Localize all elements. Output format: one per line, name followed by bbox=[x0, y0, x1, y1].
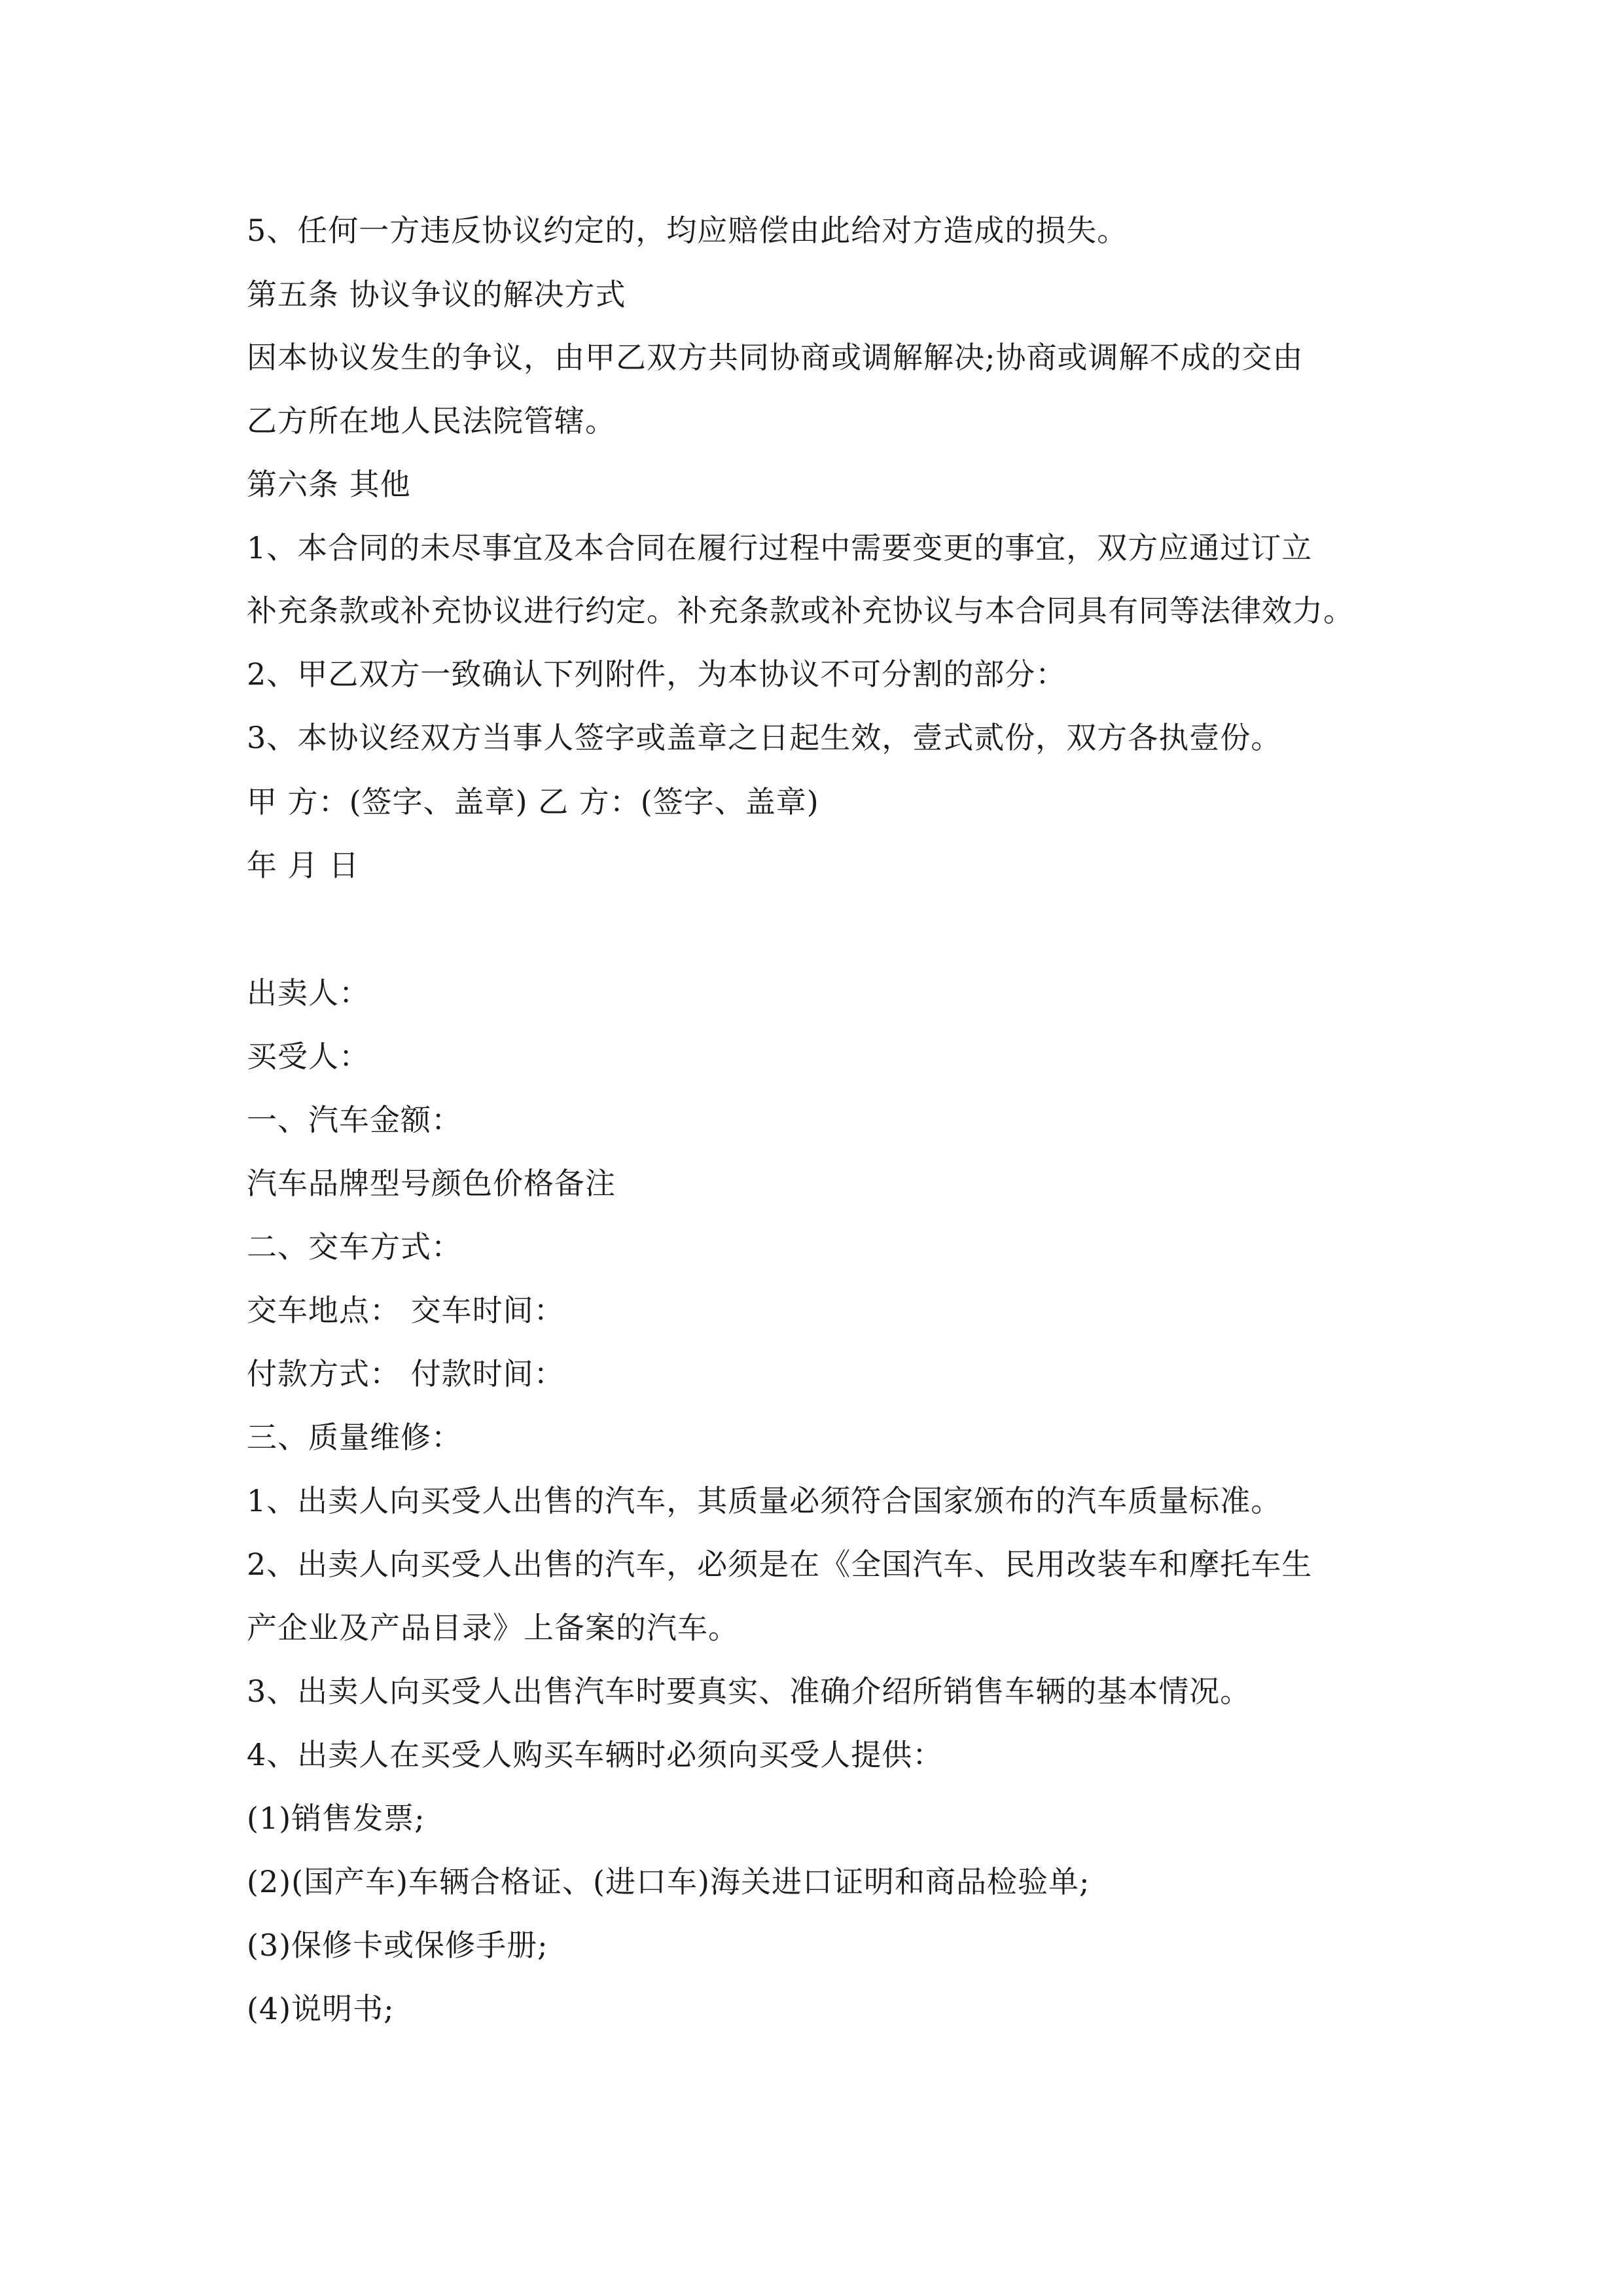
payment-method-time: 付款方式： 付款时间： bbox=[247, 1356, 565, 1391]
signature-line: 甲 方：(签字、盖章) 乙 方：(签字、盖章) bbox=[247, 784, 819, 819]
article-6-item-2: 2、甲乙双方一致确认下列附件，为本协议不可分割的部分： bbox=[247, 656, 1067, 692]
article-5-text-line-1: 因本协议发生的争议，由甲乙双方共同协商或调解解决;协商或调解不成的交由 bbox=[247, 340, 1304, 375]
quality-item-4: 4、出卖人在买受人购买车辆时必须向买受人提供： bbox=[247, 1737, 944, 1772]
quality-item-1: 1、出卖人向买受人出售的汽车，其质量必须符合国家颁布的汽车质量标准。 bbox=[247, 1483, 1282, 1518]
quality-item-2-line-2: 产企业及产品目录》上备案的汽车。 bbox=[247, 1610, 739, 1645]
article-6-heading: 第六条 其他 bbox=[247, 467, 411, 502]
provided-item-4: (4)说明书; bbox=[247, 1991, 395, 2026]
article-5-text-line-2: 乙方所在地人民法院管辖。 bbox=[247, 403, 616, 439]
seller-label: 出卖人： bbox=[247, 975, 370, 1011]
quality-item-3: 3、出卖人向买受人出售汽车时要真实、准确介绍所销售车辆的基本情况。 bbox=[247, 1674, 1251, 1709]
provided-item-1: (1)销售发票; bbox=[247, 1801, 425, 1836]
clause-5-compensation: 5、任何一方违反协议约定的，均应赔偿由此给对方造成的损失。 bbox=[247, 213, 1128, 248]
date-line: 年 月 日 bbox=[247, 848, 360, 883]
section-1-heading: 一、汽车金额： bbox=[247, 1102, 462, 1138]
provided-item-2: (2)(国产车)车辆合格证、(进口车)海关进口证明和商品检验单; bbox=[247, 1864, 1090, 1899]
quality-item-2-line-1: 2、出卖人向买受人出售的汽车，必须是在《全国汽车、民用改装车和摩托车生 bbox=[247, 1547, 1313, 1582]
article-6-item-1-line-2: 补充条款或补充协议进行约定。补充条款或补充协议与本合同具有同等法律效力。 bbox=[247, 593, 1354, 628]
article-6-item-3: 3、本协议经双方当事人签字或盖章之日起生效，壹式贰份，双方各执壹份。 bbox=[247, 720, 1282, 755]
delivery-place-time: 交车地点： 交车时间： bbox=[247, 1293, 565, 1328]
buyer-label: 买受人： bbox=[247, 1039, 370, 1074]
article-5-heading: 第五条 协议争议的解决方式 bbox=[247, 277, 626, 312]
article-6-item-1-line-1: 1、本合同的未尽事宜及本合同在履行过程中需要变更的事宜，双方应通过订立 bbox=[247, 530, 1313, 565]
section-2-heading: 二、交车方式： bbox=[247, 1229, 462, 1265]
vehicle-columns: 汽车品牌型号颜色价格备注 bbox=[247, 1166, 616, 1201]
section-3-heading: 三、质量维修： bbox=[247, 1420, 462, 1455]
provided-item-3: (3)保修卡或保修手册; bbox=[247, 1928, 548, 1963]
